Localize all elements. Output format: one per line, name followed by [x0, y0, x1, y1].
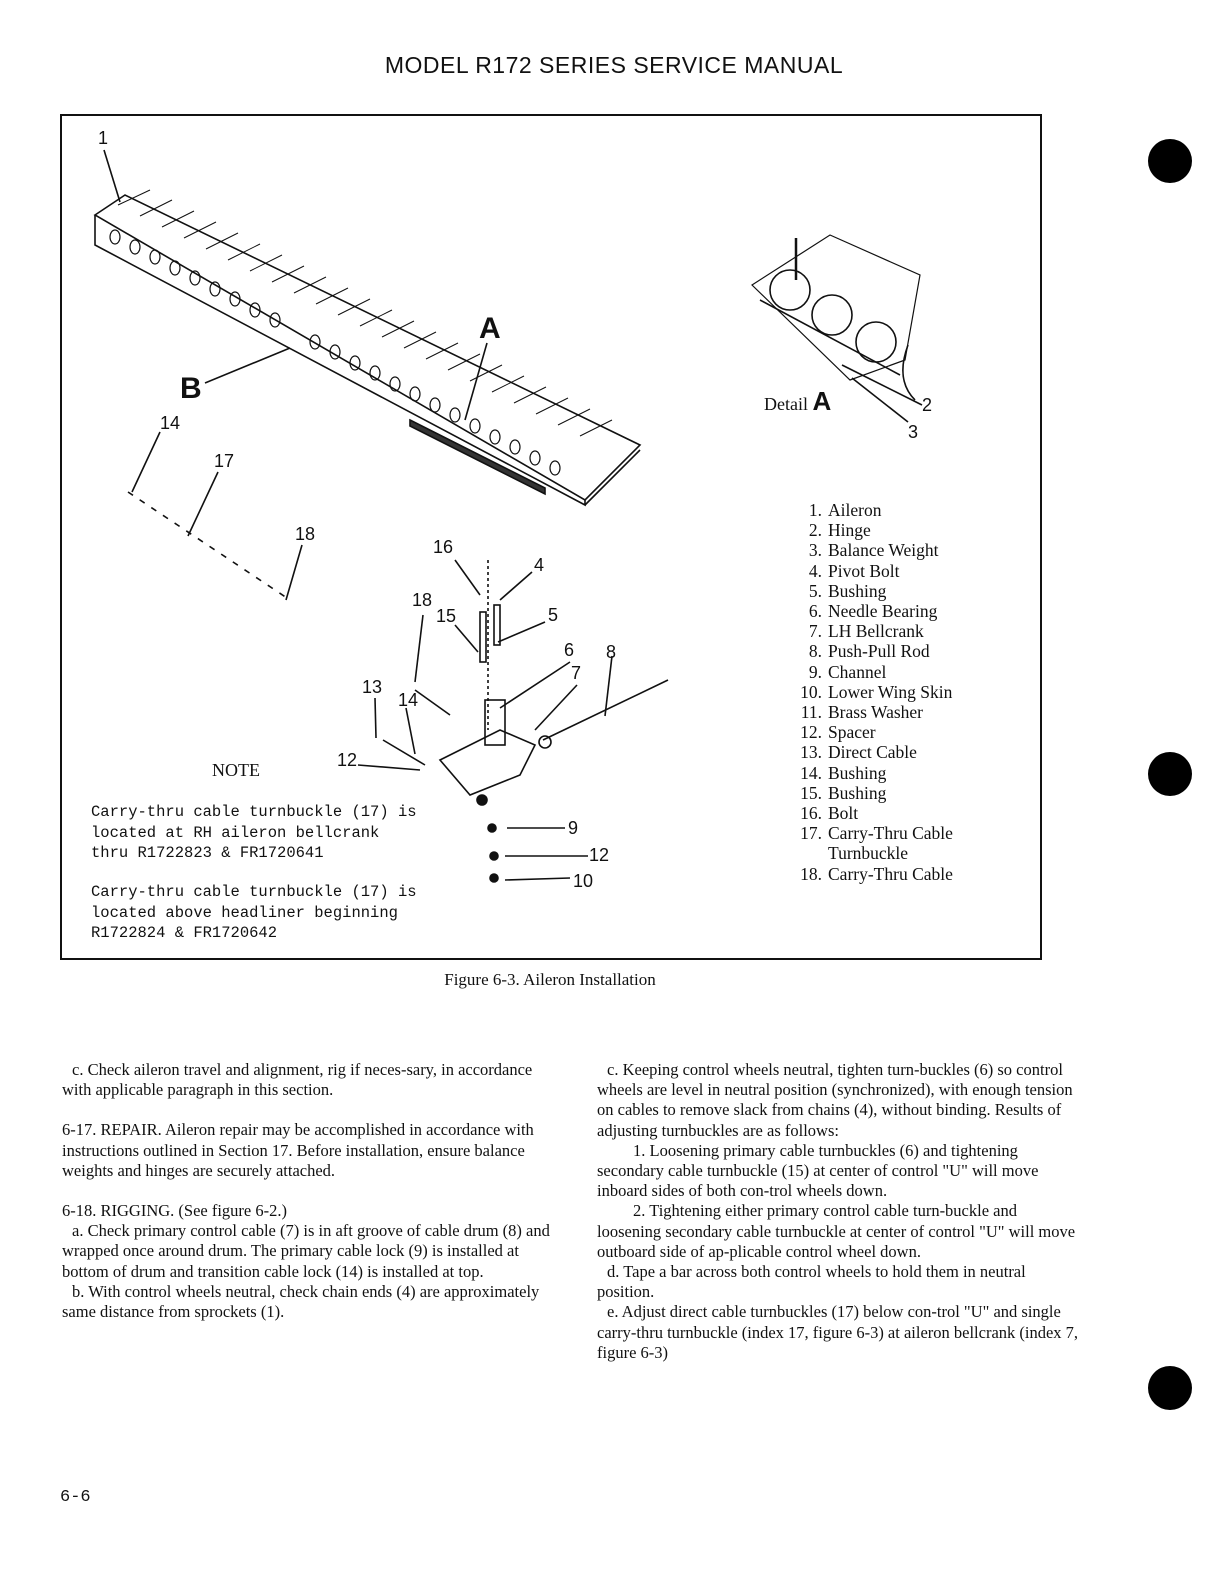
legend-number: 16.	[800, 803, 822, 824]
legend-text: Bolt	[828, 803, 859, 824]
figure-caption: Figure 6-3. Aileron Installation	[444, 970, 656, 989]
legend-number: 10.	[800, 681, 822, 702]
legend-number: 13.	[800, 742, 822, 763]
detail-a-letter: A	[812, 386, 832, 416]
legend-item	[778, 641, 953, 661]
punch-hole-bottom	[1148, 1366, 1192, 1410]
legend-text: Spacer	[828, 722, 876, 743]
legend-item	[778, 540, 953, 560]
callout-13: 13	[362, 677, 383, 697]
callout-5: 5	[548, 605, 559, 625]
para-6-18-title: 6-18. RIGGING. (See figure 6-2.)	[62, 1201, 287, 1221]
legend-number: 7.	[808, 621, 822, 642]
callout-14-left: 14	[160, 413, 181, 433]
legend-text: Carry-Thru Cable	[828, 863, 953, 884]
legend-number: 17.	[800, 823, 822, 844]
callout-9: 9	[568, 818, 579, 838]
callout-3: 3	[908, 422, 919, 442]
para-c-1: 1. Loosening primary cable turnbuckles (6) and tightening secondary cable turnbuckle (15) at center of control "U" will move inboard sides of both con-trol wheels down.	[597, 1140, 1039, 1201]
callout-15: 15	[436, 606, 457, 626]
para-a: a. Check primary control cable (7) is in aft groove of cable drum (8) and wrapped once around drum. The primary cable lock (9) is installed at bottom of drum and transition cable lock (14) is installed at top.	[62, 1221, 550, 1281]
callout-17: 17	[214, 451, 235, 471]
legend-number: 9.	[808, 661, 822, 682]
para-c-left: c. Check aileron travel and alignment, rig if neces-sary, in accordance with applicable paragraph in this section.	[62, 1060, 533, 1100]
callout-16: 16	[433, 537, 454, 557]
callout-18-center: 18	[412, 590, 433, 610]
callout-10: 10	[573, 871, 594, 891]
callout-6: 6	[564, 640, 575, 660]
legend-item	[778, 601, 953, 621]
legend-number: 3.	[808, 540, 822, 561]
note-text-1: Carry-thru cable turnbuckle (17) is located at RH aileron bellcrank thru R1722823 & FR1720641	[91, 803, 417, 862]
legend-item	[778, 783, 953, 803]
para-6-17-repair: 6-17. REPAIR. Aileron repair may be accomplished in accordance with instructions outlined in Section 17. Before installation, ensure balance weights and hinges are securely attached.	[62, 1120, 534, 1180]
legend-number: 14.	[800, 762, 822, 783]
legend-text: Lower Wing Skin	[828, 681, 953, 702]
callout-14-center: 14	[398, 690, 419, 710]
legend-number	[778, 843, 828, 863]
legend-number: 1.	[808, 500, 822, 520]
legend-text: Bushing	[828, 762, 887, 783]
legend-number: 6.	[808, 601, 822, 622]
callout-b: B	[180, 372, 202, 405]
note-text-2: Carry-thru cable turnbuckle (17) is located above headliner beginning R1722824 & FR1720642	[91, 883, 417, 942]
legend-number: 12.	[800, 722, 822, 743]
legend-text: Direct Cable	[828, 742, 917, 763]
legend-item	[778, 520, 953, 540]
legend-number: 11.	[800, 702, 822, 723]
callout-18-left: 18	[295, 524, 316, 544]
legend-item	[778, 843, 953, 863]
legend-text: Carry-Thru Cable	[828, 823, 953, 844]
para-b: b. With control wheels neutral, check chain ends (4) are approximately same distance from sprockets (1).	[62, 1281, 540, 1322]
legend-item	[778, 803, 953, 823]
legend-text: Channel	[828, 661, 887, 682]
legend-item	[778, 561, 953, 581]
right-column	[597, 1060, 1082, 1363]
legend-text: Turnbuckle	[828, 843, 909, 864]
legend-item	[778, 823, 953, 843]
para-c-2: 2. Tightening either primary control cable turn-buckle and loosening secondary cable turnbuckle at center of control "U" will move outboard side of ap-plicable control wheel down.	[597, 1201, 1076, 1261]
callout-2: 2	[922, 395, 933, 415]
callout-8: 8	[606, 642, 617, 662]
callout-1: 1	[98, 128, 109, 148]
legend-text: Brass Washer	[828, 702, 923, 723]
legend-item	[778, 742, 953, 762]
legend-text: Bushing	[828, 580, 887, 601]
legend-number: 5.	[808, 580, 822, 601]
legend-number: 2.	[808, 520, 822, 541]
legend-text: Aileron	[828, 500, 882, 520]
note-title: NOTE	[212, 760, 260, 780]
legend-number: 8.	[808, 641, 822, 662]
page-number: 6-6	[60, 1488, 91, 1507]
callout-a: A	[479, 312, 501, 345]
legend-item	[778, 722, 953, 742]
parts-legend	[778, 500, 953, 884]
legend-text: LH Bellcrank	[828, 621, 924, 642]
callout-12-bottom: 12	[589, 845, 610, 865]
legend-item	[778, 662, 953, 682]
callout-4: 4	[534, 555, 545, 575]
legend-text: Needle Bearing	[828, 601, 938, 622]
legend-number: 15.	[800, 782, 822, 803]
page-header: MODEL R172 SERIES SERVICE MANUAL	[384, 52, 844, 78]
legend-item	[778, 621, 953, 641]
detail-a-label	[764, 386, 831, 417]
left-column	[62, 1060, 557, 1322]
legend-item	[778, 864, 953, 884]
legend-number: 4.	[808, 560, 822, 581]
para-c-right: c. Keeping control wheels neutral, tighten turn-buckles (6) so control wheels are level in neutral position (synchronized), with enough tension on cables to remove slack from chains (4), without binding. Results of adjusting turnbuckles are as follows:	[597, 1060, 1073, 1140]
legend-text: Balance Weight	[828, 540, 939, 561]
legend-number: 18.	[800, 863, 822, 884]
legend-text: Bushing	[828, 782, 887, 803]
legend-item	[778, 763, 953, 783]
para-e: e. Adjust direct cable turnbuckles (17) below con-trol "U" and single carry-thru turnbuckle (index 17, figure 6-3) at aileron bellcrank (index 7, figure 6-3)	[597, 1302, 1079, 1362]
legend-item	[778, 682, 953, 702]
legend-text: Push-Pull Rod	[828, 641, 930, 662]
legend-text: Pivot Bolt	[828, 560, 900, 581]
callout-7: 7	[571, 663, 582, 683]
para-d: d. Tape a bar across both control wheels to hold them in neutral position.	[597, 1262, 1026, 1302]
legend-item	[778, 581, 953, 601]
legend-item	[778, 702, 953, 722]
detail-a-text: Detail	[764, 394, 808, 414]
legend-text: Hinge	[828, 520, 871, 541]
legend-item	[778, 500, 953, 520]
callout-12-top: 12	[337, 750, 358, 770]
